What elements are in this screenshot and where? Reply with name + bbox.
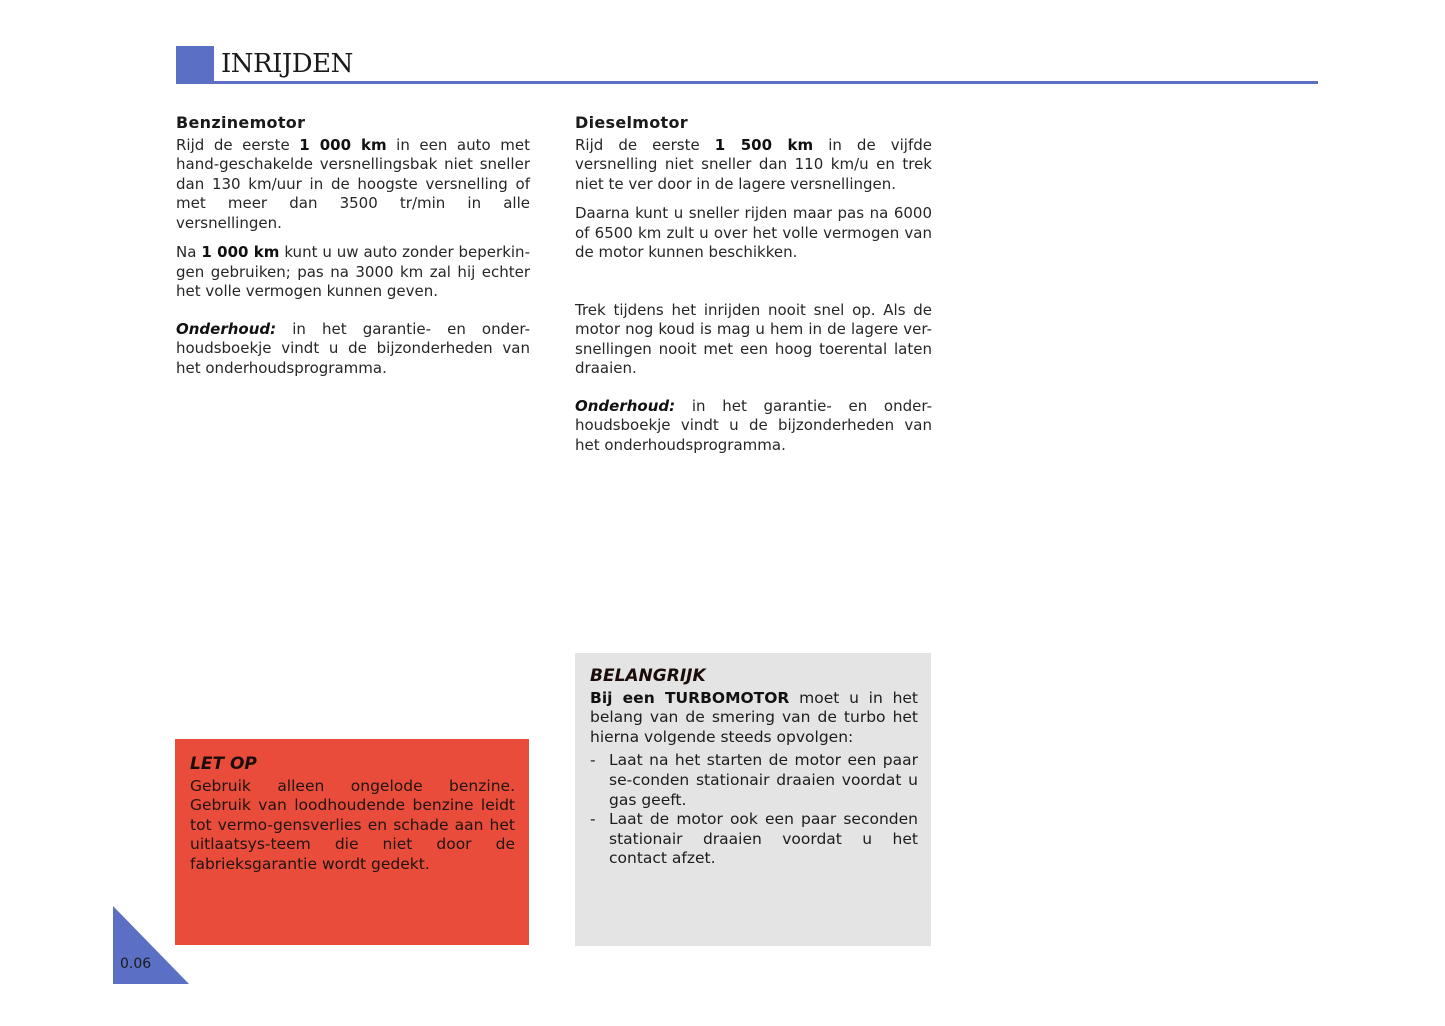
- dieselmotor-paragraph-3: Trek tijdens het inrijden nooit snel op. Als de motor nog koud is mag u hem in de lagere ver-snellingen nooit met een hoog toerental laten draaien.: [575, 300, 932, 377]
- text-run: moet u in het belang van de smering van de turbo het hierna volgende steeds opvolgen:: [590, 688, 919, 746]
- header-divider: [176, 81, 1318, 84]
- left-column: [176, 113, 530, 388]
- page-title: INRIJDEN: [221, 49, 353, 79]
- important-list: [590, 751, 918, 869]
- dieselmotor-paragraph-1: [575, 136, 932, 195]
- page-number: 0.06: [120, 956, 152, 972]
- list-item: [590, 810, 918, 869]
- warning-box: [175, 739, 529, 945]
- dieselmotor-onderhoud: [575, 397, 932, 456]
- bullet-dash: -: [590, 810, 596, 829]
- dieselmotor-heading: Dieselmotor: [575, 113, 688, 132]
- benzinemotor-heading: Benzinemotor: [176, 113, 306, 132]
- important-box: [575, 653, 931, 946]
- important-title: BELANGRIJK: [590, 666, 706, 686]
- benzinemotor-paragraph-1: [176, 136, 530, 234]
- warning-title: LET OP: [190, 754, 257, 774]
- text-run: in de vijfde versnelling niet sneller dan 110 km/u en trek niet te ver door in de lagere versnellingen.: [575, 135, 932, 193]
- page-corner-triangle: [113, 906, 189, 984]
- onderhoud-label: Onderhoud:: [176, 319, 277, 338]
- text-run: Bij een: [590, 688, 665, 707]
- onderhoud-label: Onderhoud:: [575, 396, 676, 415]
- right-column: [575, 113, 932, 465]
- distance-highlight: 1 500 km: [714, 135, 814, 154]
- text-run: kunt u uw auto zonder beperkin-gen gebruiken; pas na 3000 km zal hij echter het volle vermogen kunnen geven.: [176, 243, 530, 300]
- distance-highlight: 1 000 km: [201, 243, 280, 261]
- text-run: Rijd de eerste: [176, 135, 300, 154]
- benzinemotor-onderhoud: [176, 320, 530, 379]
- text-run: in een auto met hand-geschakelde versnellingsbak niet sneller dan 130 km/uur in de hoogste versnelling of met meer dan 3500 tr/min in alle versnellingen.: [176, 135, 530, 232]
- warning-text: Gebruik alleen ongelode benzine. Gebruik van loodhoudende benzine leidt tot vermo-gensverlies en schade aan het uitlaatsys-teem die niet door de fabrieksgarantie wordt gedekt.: [190, 776, 515, 873]
- dieselmotor-paragraph-2: Daarna kunt u sneller rijden maar pas na 6000 of 6500 km zult u over het volle vermogen van de motor kunnen beschikken.: [575, 204, 932, 261]
- header-accent-square: [176, 46, 214, 84]
- list-item-text: Laat de motor ook een paar seconden stationair draaien voordat u het contact afzet.: [609, 810, 918, 868]
- list-item-text: Laat na het starten de motor een paar se-conden stationair draaien voordat u gas geeft.: [609, 751, 918, 809]
- benzinemotor-paragraph-2: [176, 243, 530, 302]
- text-run: Rijd de eerste: [575, 135, 715, 154]
- bullet-dash: -: [590, 751, 596, 770]
- text-run: in het garantie- en onder-houdsboekje vindt u de bijzonderheden van het onderhoudsprogramma.: [176, 319, 530, 377]
- text-run: Na: [176, 243, 202, 261]
- important-intro: [590, 689, 918, 748]
- turbomotor-highlight: TURBOMOTOR: [664, 688, 790, 707]
- distance-highlight: 1 000 km: [299, 135, 387, 154]
- list-item: [590, 751, 918, 810]
- text-run: in het garantie- en onder-houdsboekje vindt u de bijzonderheden van het onderhoudsprogramma.: [575, 396, 932, 454]
